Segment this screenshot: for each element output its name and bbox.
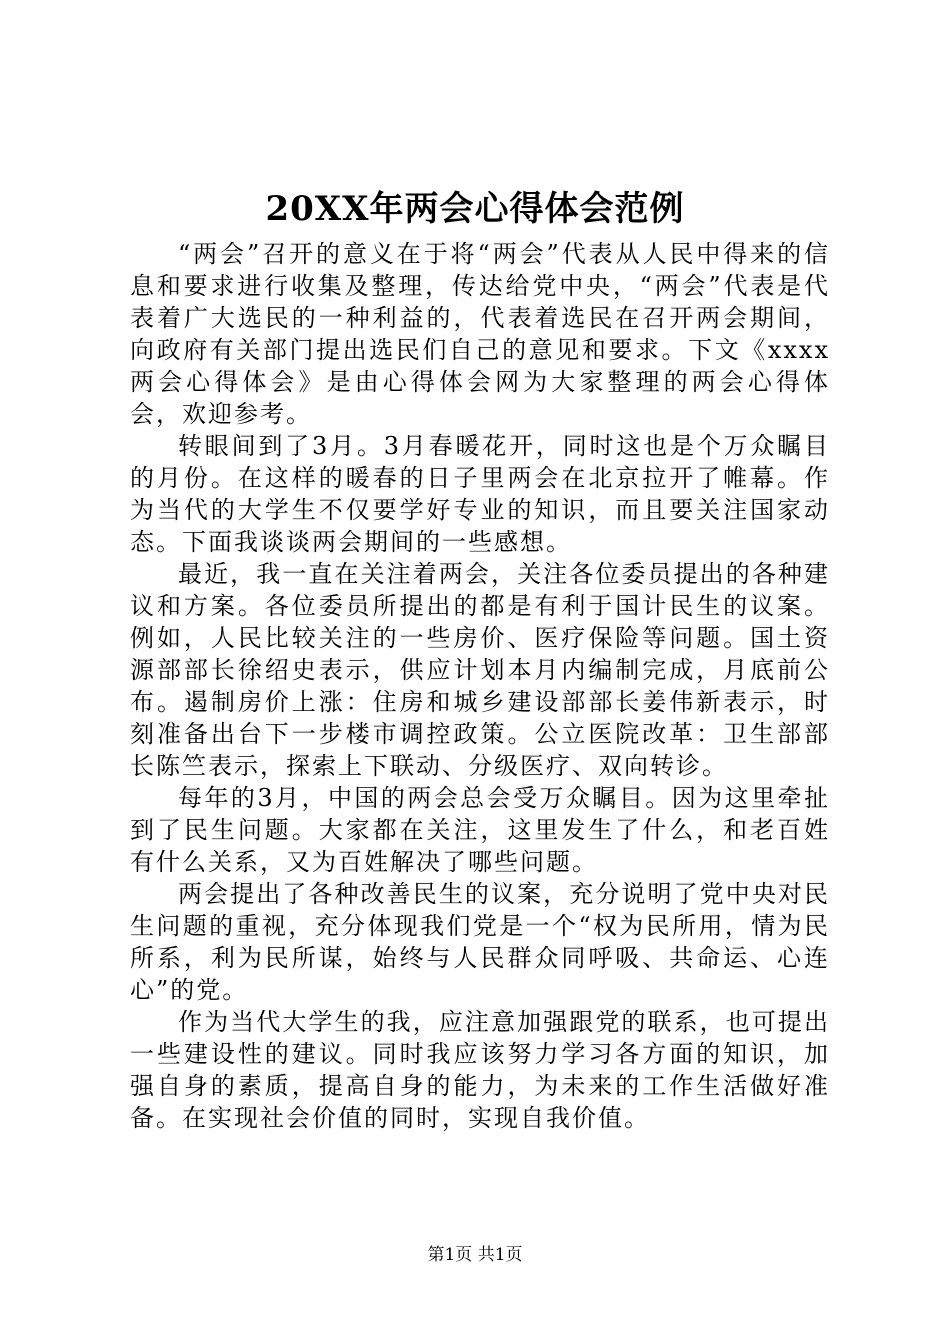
- paragraph: 作为当代大学生的我，应注意加强跟党的联系，也可提出一些建设性的建议。同时我应该努力学习各方面的知识，加强自身的素质，提高自身的能力，为未来的工作生活做好准备。在实现社会价值的同时，实现自我价值。: [130, 1008, 830, 1132]
- paragraph: “两会”召开的意义在于将“两会”代表从人民中得来的信息和要求进行收集及整理，传达给党中央，“两会”代表是代表着广大选民的一种利益的，代表着选民在召开两会期间，向政府有关部门提出选民们自己的意见和要求。下文《xxxx两会心得体会》是由心得体会网为大家整理的两会心得体会，欢迎参考。: [130, 240, 830, 428]
- document-body: [130, 238, 830, 1134]
- paragraph: 两会提出了各种改善民生的议案，充分说明了党中央对民生问题的重视，充分体现我们党是一个“权为民所用，情为民所系，利为民所谋，始终与人民群众同呼吸、共命运、心连心”的党。: [130, 880, 830, 1004]
- paragraph: 最近，我一直在关注着两会，关注各位委员提出的各种建议和方案。各位委员所提出的都是有利于国计民生的议案。例如，人民比较关注的一些房价、医疗保险等问题。国土资源部部长徐绍史表示，供应计划本月内编制完成，月底前公布。遏制房价上涨：住房和城乡建设部部长姜伟新表示，时刻准备出台下一步楼市调控政策。公立医院改革：卫生部部长陈竺表示，探索上下联动、分级医疗、双向转诊。: [130, 560, 830, 780]
- paragraph: 转眼间到了3月。3月春暖花开，同时这也是个万众瞩目的月份。在这样的暖春的日子里两会在北京拉开了帷幕。作为当代的大学生不仅要学好专业的知识，而且要关注国家动态。下面我谈谈两会期间的一些感想。: [130, 432, 830, 556]
- document-title: 20XX年两会心得体会范例: [265, 189, 685, 229]
- page-number-footer: 第1页 共1页: [427, 1245, 523, 1265]
- paragraph: 每年的3月，中国的两会总会受万众瞩目。因为这里牵扯到了民生问题。大家都在关注，这里发生了什么，和老百姓有什么关系，又为百姓解决了哪些问题。: [130, 784, 830, 876]
